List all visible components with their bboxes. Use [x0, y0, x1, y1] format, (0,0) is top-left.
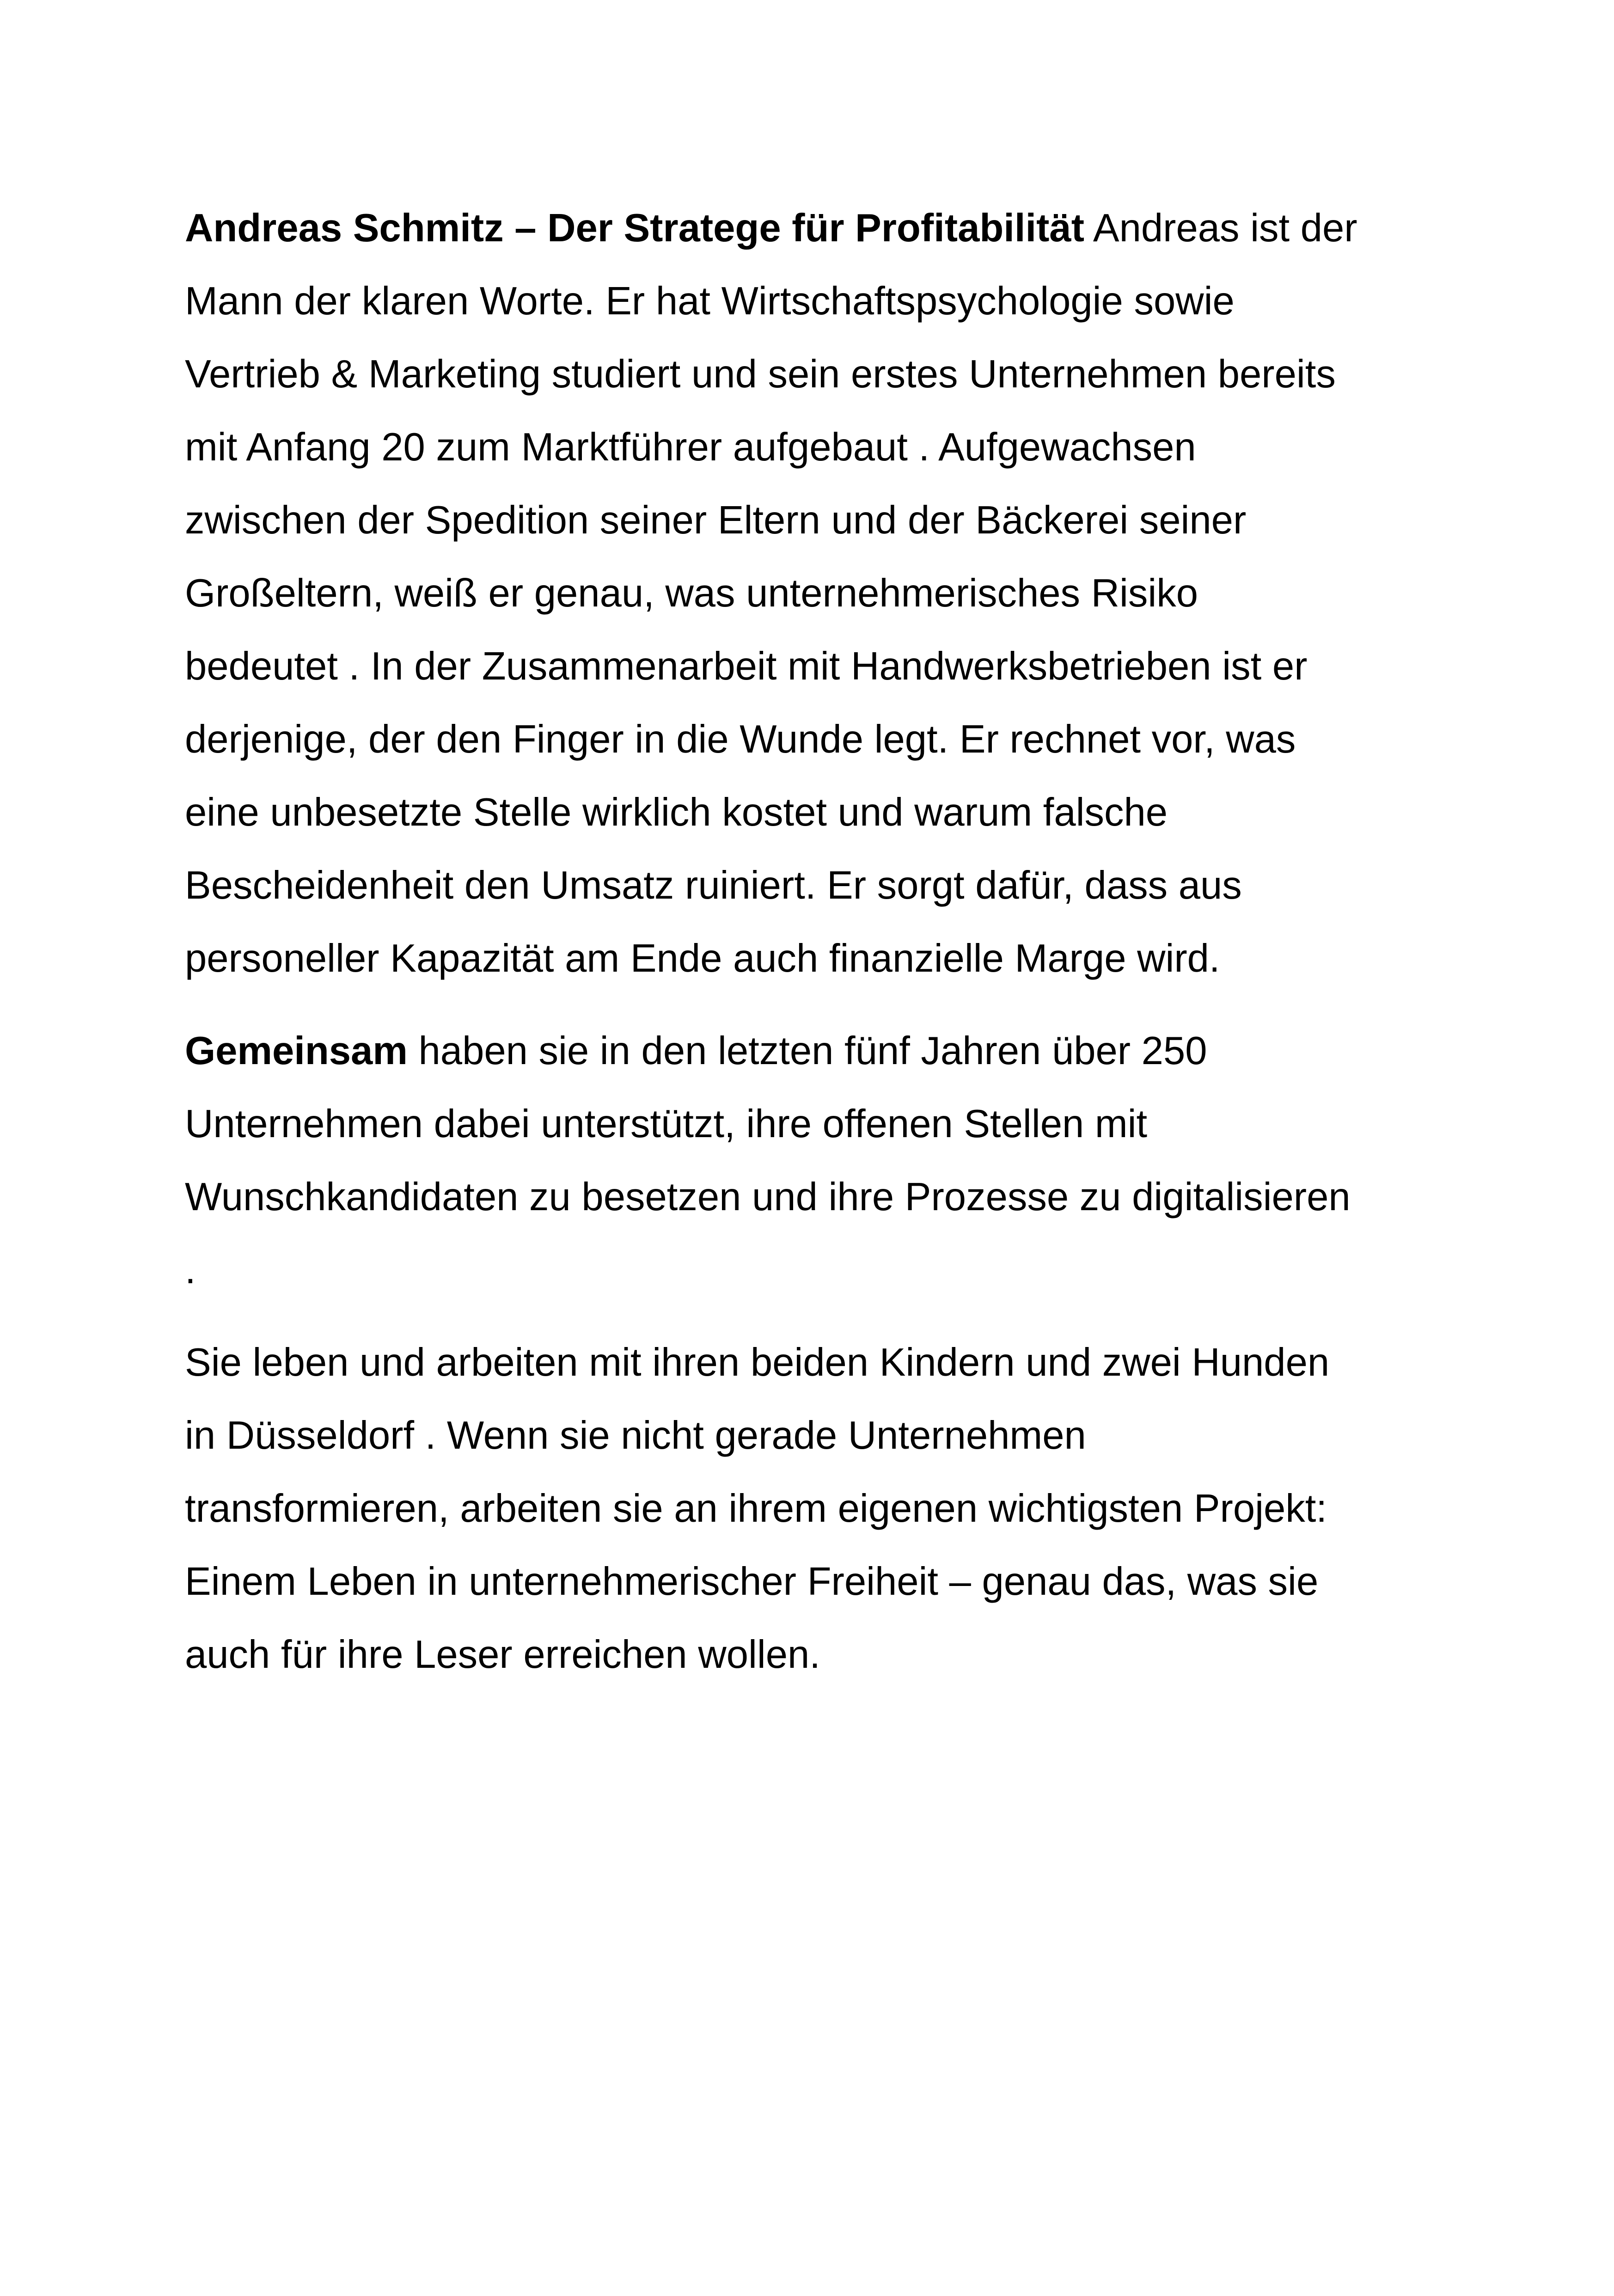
text-line: Wunschkandidaten zu besetzen und ihre Prozesse zu digitalisieren [185, 1175, 1351, 1219]
text-line: Großeltern, weiß er genau, was unternehmerisches Risiko [185, 571, 1198, 615]
text-line: Vertrieb & Marketing studiert und sein erstes Unternehmen bereits [185, 352, 1336, 396]
text-line: mit Anfang 20 zum Marktführer aufgebaut . Aufgewachsen [185, 425, 1196, 469]
bold-lead-word: Gemeinsam [185, 1029, 408, 1073]
text-line: bedeutet . In der Zusammenarbeit mit Handwerksbetrieben ist er [185, 644, 1308, 688]
text-line: derjenige, der den Finger in die Wunde legt. Er rechnet vor, was [185, 717, 1296, 761]
text-line: auch für ihre Leser erreichen wollen. [185, 1633, 820, 1677]
text-line: . [185, 1248, 196, 1292]
text-line: eine unbesetzte Stelle wirklich kostet und warum falsche [185, 790, 1168, 834]
bold-heading: Andreas Schmitz – Der Stratege für Profitabilität [185, 206, 1084, 250]
paragraph-gemeinsam [185, 1015, 1461, 1307]
text-line: Sie leben und arbeiten mit ihren beiden Kindern und zwei Hunden [185, 1341, 1330, 1384]
text-line: zwischen der Spedition seiner Eltern und der Bäckerei seiner [185, 498, 1247, 542]
paragraph-andreas-schmitz [185, 192, 1461, 995]
text-line: personeller Kapazität am Ende auch finanzielle Marge wird. [185, 937, 1220, 980]
text-line: Mann der klaren Worte. Er hat Wirtschaftspsychologie sowie [185, 279, 1235, 323]
line-text: Andreas ist der [1084, 206, 1357, 250]
text-line: Bescheidenheit den Umsatz ruiniert. Er sorgt dafür, dass aus [185, 863, 1242, 907]
text-line: in Düsseldorf . Wenn sie nicht gerade Unternehmen [185, 1414, 1086, 1457]
text-line: Einem Leben in unternehmerischer Freiheit – genau das, was sie [185, 1560, 1319, 1604]
paragraph-duesseldorf [185, 1326, 1461, 1691]
text-line [185, 1015, 1461, 1088]
body-text [185, 192, 1461, 1691]
text-line: transformieren, arbeiten sie an ihrem eigenen wichtigsten Projekt: [185, 1487, 1327, 1531]
text-line: Unternehmen dabei unterstützt, ihre offenen Stellen mit [185, 1102, 1148, 1146]
text-line [185, 192, 1461, 265]
line-text: haben sie in den letzten fünf Jahren über 250 [407, 1029, 1207, 1073]
